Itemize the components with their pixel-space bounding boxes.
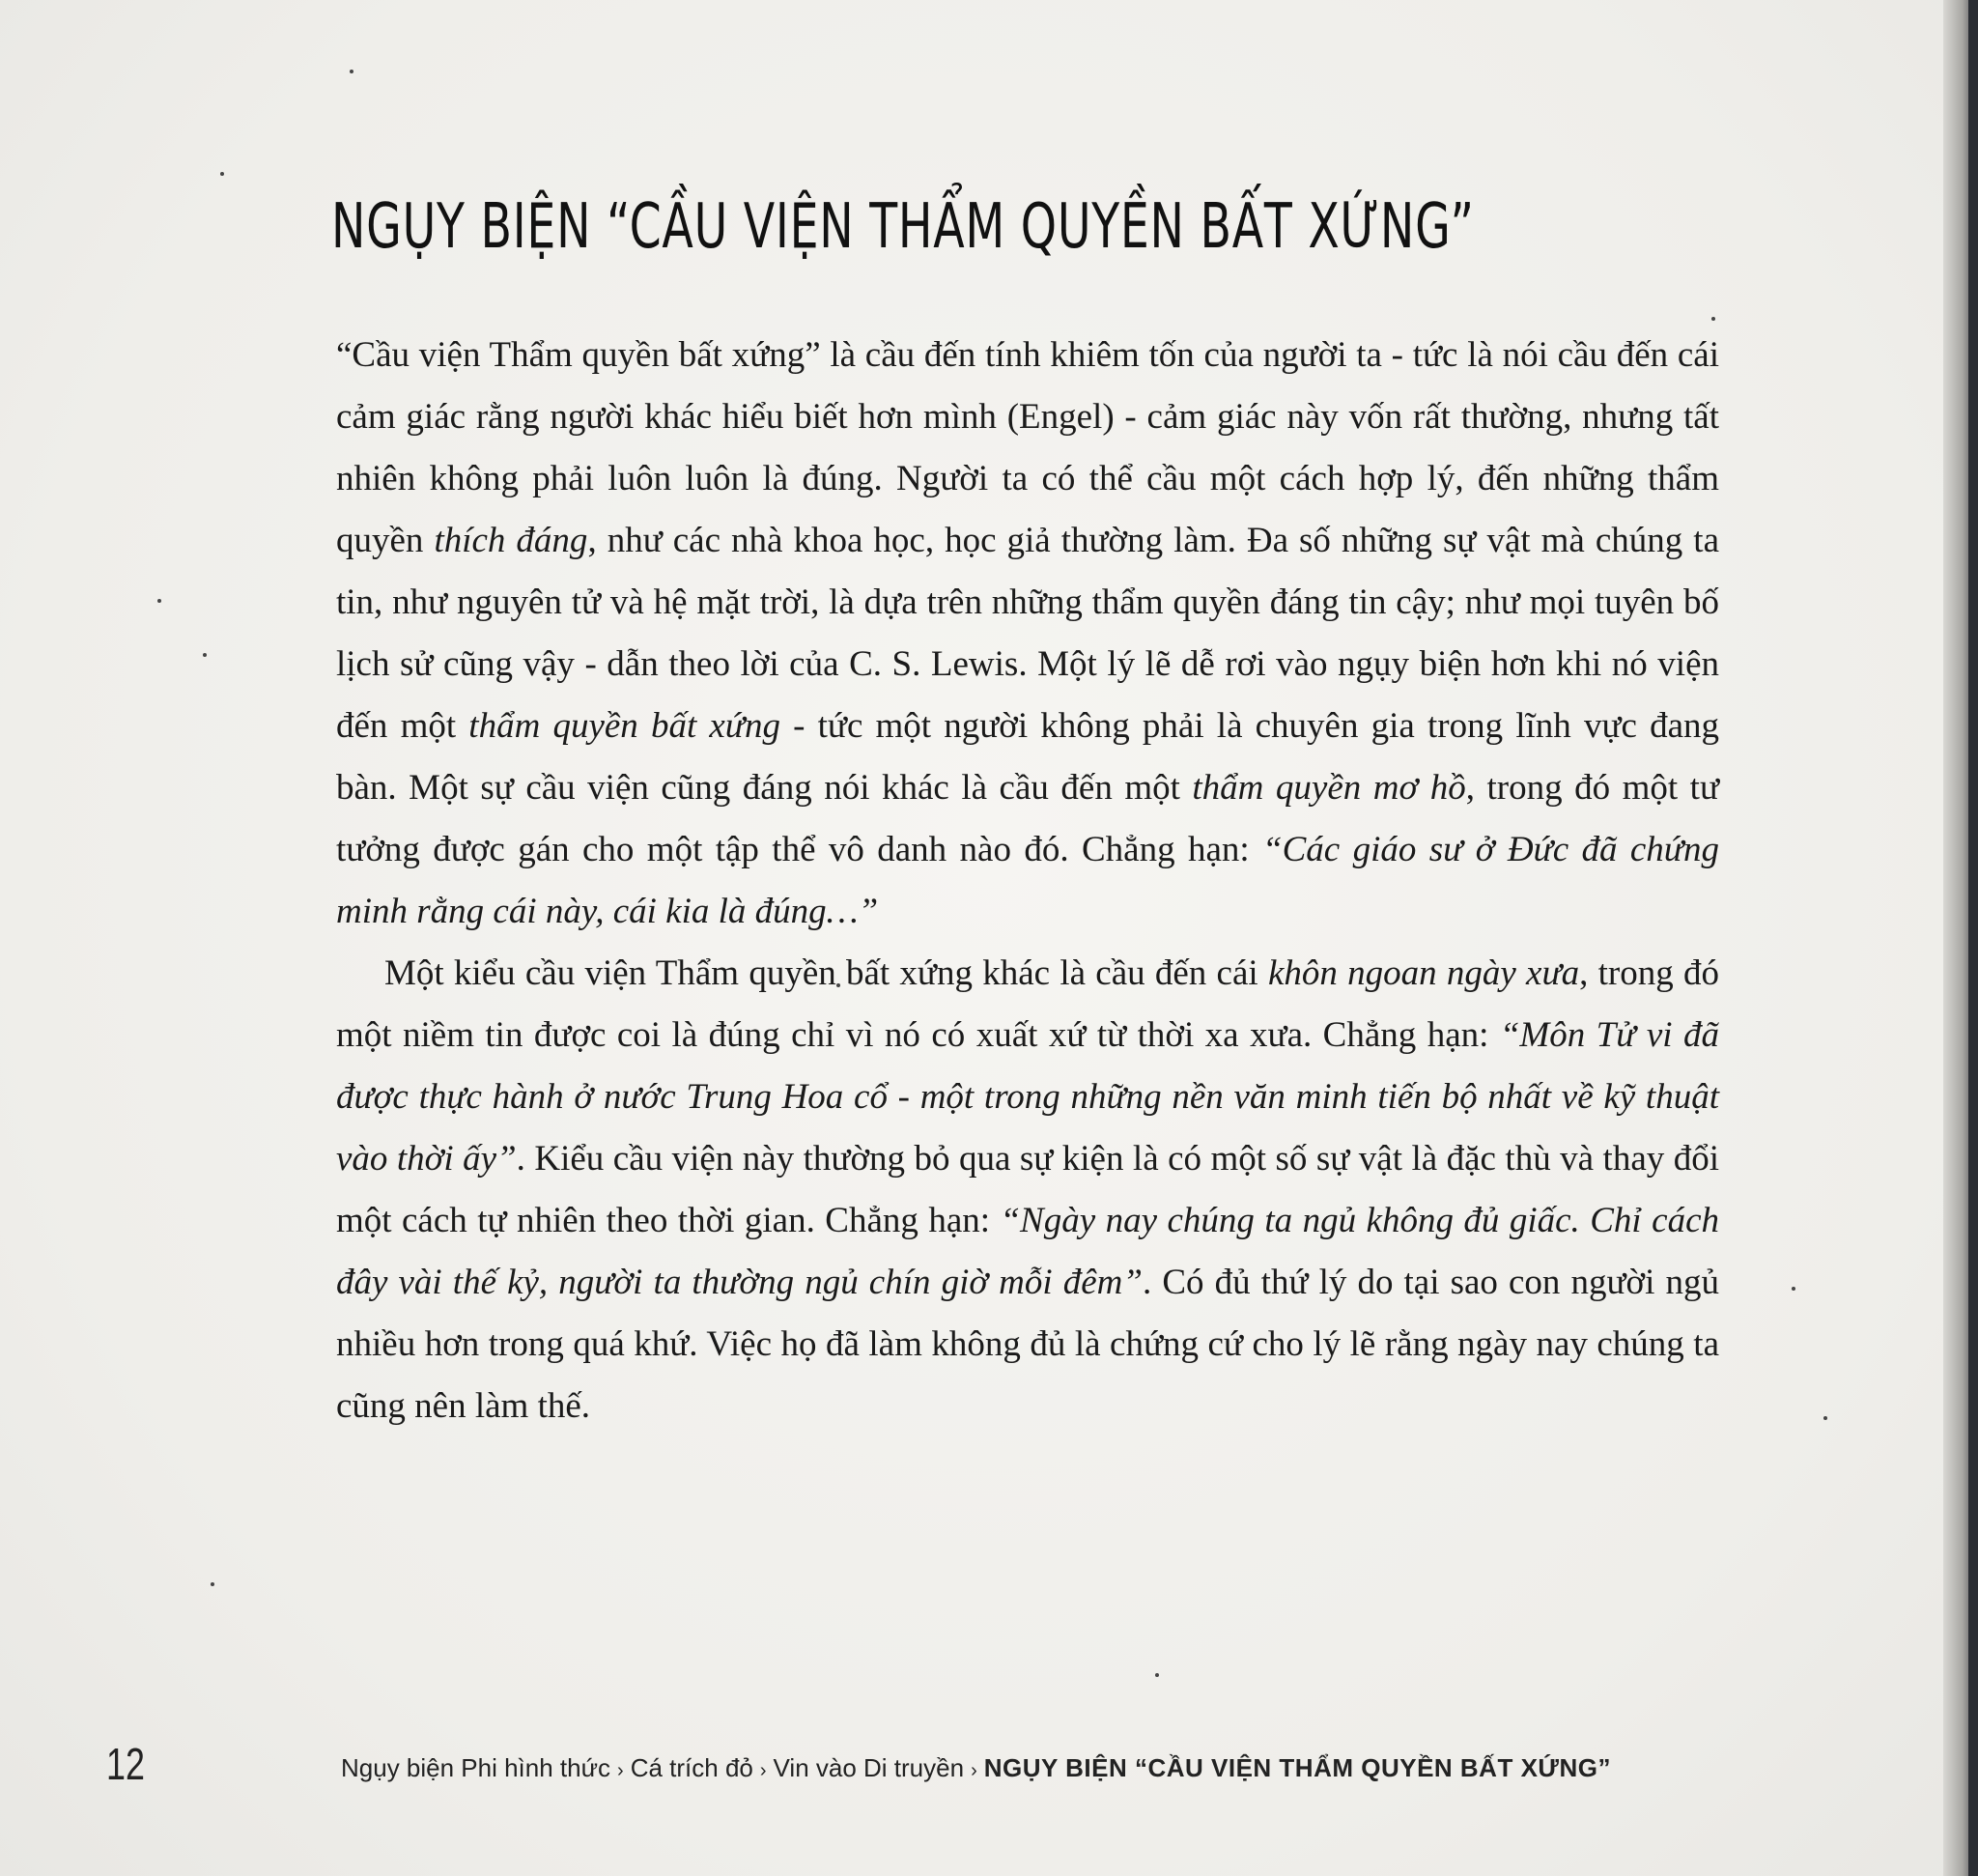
scan-speck: [211, 1582, 214, 1586]
breadcrumb-separator-icon: ›: [617, 1760, 624, 1781]
breadcrumb-current: NGỤY BIỆN “CẦU VIỆN THẨM QUYỀN BẤT XỨNG”: [983, 1753, 1611, 1782]
scan-speck: [157, 599, 161, 603]
breadcrumb-item: Vin vào Di truyền: [773, 1753, 965, 1782]
breadcrumb-item: Cá trích đỏ: [630, 1753, 753, 1782]
page-number: 12: [106, 1739, 145, 1789]
page-edge-cover: [1968, 0, 1978, 1876]
scan-speck: [220, 172, 224, 176]
scan-speck: [1711, 317, 1715, 321]
paragraph-1: “Cầu viện Thẩm quyền bất xứng” là cầu đến tính khiêm tốn của người ta - tức là nói cầu đến cái cảm giác rằng người khác hiểu biết hơn mình (Engel) - cảm giác này vốn rất thường, nhưng tất nhiên không phải luôn luôn là đúng. Người ta có thể cầu một cách hợp lý, đến những thẩm quyền thích đáng, như các nhà khoa học, học giả thường làm. Đa số những sự vật mà chúng ta tin, như nguyên tử và hệ mặt trời, là dựa trên những thẩm quyền đáng tin cậy; như mọi tuyên bố lịch sử cũng vậy - dẫn theo lời của C. S. Lewis. Một lý lẽ dễ rơi vào ngụy biện hơn khi nó viện đến một thẩm quyền bất xứng - tức một người không phải là chuyên gia trong lĩnh vực đang bàn. Một sự cầu viện cũng đáng nói khác là cầu đến một thẩm quyền mơ hồ, trong đó một tư tưởng được gán cho một tập thể vô danh nào đó. Chẳng hạn: “Các giáo sư ở Đức đã chứng minh rằng cái này, cái kia là đúng…”: [336, 335, 1720, 931]
article-body: [336, 325, 1719, 1437]
scan-speck: [1823, 1416, 1827, 1420]
scan-speck: [1792, 1287, 1795, 1291]
breadcrumb-separator-icon: ›: [759, 1760, 767, 1781]
breadcrumb-item: Ngụy biện Phi hình thức: [341, 1753, 611, 1782]
paragraph-2: Một kiểu cầu viện Thẩm quyền bất xứng khác là cầu đến cái khôn ngoan ngày xưa, trong đó một niềm tin được coi là đúng chỉ vì nó có xuất xứ từ thời xa xưa. Chẳng hạn: “Môn Tử vi đã được thực hành ở nước Trung Hoa cổ - một trong những nền văn minh tiến bộ nhất về kỹ thuật vào thời ấy”. Kiểu cầu viện này thường bỏ qua sự kiện là có một số sự vật là đặc thù và thay đổi một cách tự nhiên theo thời gian. Chẳng hạn: “Ngày nay chúng ta ngủ không đủ giấc. Chỉ cách đây vài thế kỷ, người ta thường ngủ chín giờ mỗi đêm”. Có đủ thứ lý do tại sao con người ngủ nhiều hơn trong quá khứ. Việc họ đã làm không đủ là chứng cứ cho lý lẽ rằng ngày nay chúng ta cũng nên làm thế.: [336, 953, 1720, 1426]
scan-speck: [350, 70, 353, 73]
scan-speck: [1155, 1673, 1159, 1677]
breadcrumb: [341, 1748, 1611, 1790]
scan-speck: [203, 653, 207, 657]
breadcrumb-separator-icon: ›: [971, 1760, 977, 1781]
page-title: NGỤY BIỆN “CẦU VIỆN THẨM QUYỀN BẤT XỨNG”: [331, 191, 1475, 263]
